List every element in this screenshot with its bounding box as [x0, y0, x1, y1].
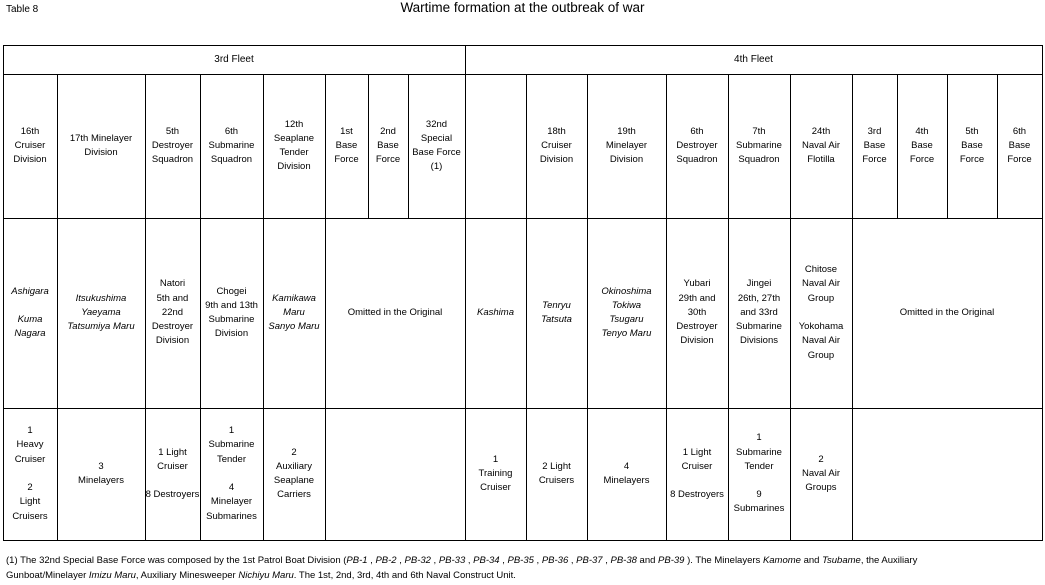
ships-text: Natori 5th and 22nd Destroyer Division — [151, 278, 194, 347]
unit-cell: 7th Submarine Squadron — [736, 125, 782, 166]
patrol-boat: PB-37 — [576, 555, 603, 566]
ships-text: Tenryu Tatsuta — [541, 299, 572, 325]
ships-cell-omitted — [852, 218, 1042, 408]
ships-cell — [666, 218, 728, 408]
minelayer-name: Tsubame — [822, 555, 861, 566]
footnote-text: and — [803, 555, 820, 566]
unit-cell: 18th Cruiser Division — [539, 125, 574, 166]
ships-cell — [728, 218, 790, 408]
ships-cell — [263, 218, 325, 408]
strength-cell: 3 Minelayers — [78, 460, 124, 486]
footnote-text: . The 1st, 2nd, 3rd, 4th and 6th Naval Construct Unit. — [293, 570, 516, 581]
unit-cell: 1st Base Force — [334, 125, 359, 166]
minesweeper-name: Nichiyu Maru — [238, 570, 294, 581]
ships-cell — [587, 218, 666, 408]
ships-text: Jingei 26th, 27th and 33rd Submarine Divisions — [736, 278, 782, 347]
fleet-header-4th: 4th Fleet — [734, 54, 773, 65]
unit-cell: 2nd Base Force — [375, 125, 401, 166]
unit-cell: 4th Base Force — [909, 125, 935, 166]
ships-cell — [57, 218, 145, 408]
unit-cell: 6th Base Force — [1007, 125, 1032, 166]
rule-strength — [325, 408, 326, 540]
unit-cell: 24th Naval Air Flotilla — [801, 125, 840, 166]
ships-text: Itsukushima Yaeyama Tatsumiya Maru — [67, 292, 135, 333]
patrol-boat: PB-35 — [507, 555, 534, 566]
minelayer-name: Kamome — [762, 555, 801, 566]
footnote-text: Gunboat/Minelayer — [6, 570, 87, 581]
ships-text: Chogei 9th and 13th Submarine Division — [205, 285, 258, 340]
patrol-boat: PB-33 — [438, 555, 466, 566]
unit-cell: 32nd Special Base Force (1) — [412, 118, 461, 173]
unit-cell: 3rd Base Force — [862, 125, 887, 166]
strength-cell: 1 Submarine Tender 4 Minelayer Submarines — [206, 425, 257, 522]
ships-text: Yubari 29th and 30th Destroyer Division — [676, 278, 718, 347]
unit-cell: 5th Base Force — [959, 125, 985, 166]
unit-cell: 6th Destroyer Squadron — [676, 125, 718, 166]
strength-cell: 2 Naval Air Groups — [801, 453, 840, 494]
ships-text: Omitted in the Original — [347, 306, 443, 318]
ships-cell — [145, 218, 200, 408]
strength-cell: 2 Auxiliary Seaplane Carriers — [273, 446, 315, 501]
fleet-header-3rd: 3rd Fleet — [214, 54, 254, 65]
unit-cell: 12th Seaplane Tender Division — [273, 118, 315, 173]
strength-cell: 1 Light Cruiser 8 Destroyers — [145, 446, 200, 501]
strength-cell: 1 Training Cruiser — [478, 453, 513, 494]
rule-right — [1042, 45, 1043, 541]
patrol-boat: PB-38 — [610, 555, 637, 566]
footnote-text: , Auxiliary Minesweeper — [135, 570, 236, 581]
ships-cell — [790, 218, 852, 408]
footnote-text: and — [639, 555, 656, 566]
patrol-boat: PB-2 — [375, 555, 397, 566]
footnote-text: ). The Minelayers — [687, 555, 761, 566]
ships-cell — [526, 218, 587, 408]
ships-cell — [465, 218, 526, 408]
ships-cell-omitted — [325, 218, 465, 408]
ships-text: Kashima — [477, 306, 514, 318]
patrol-boat: PB-32 — [404, 555, 431, 566]
patrol-boat: PB-39 — [658, 555, 685, 566]
rule-bottom — [3, 540, 1042, 541]
footnote-text: , the Auxiliary — [860, 555, 918, 566]
ships-cell — [3, 218, 57, 408]
patrol-boat: PB-1 — [346, 555, 368, 566]
ships-text: Okinoshima Tokiwa Tsugaru Tenyo Maru — [601, 285, 652, 340]
strength-cell: 1 Heavy Cruiser 2 Light Cruisers — [12, 425, 48, 522]
unit-cell: 19th Minelayer Division — [605, 125, 648, 166]
patrol-boat: PB-36 — [541, 555, 569, 566]
unit-cell: 6th Submarine Squadron — [208, 125, 255, 166]
strength-cell: 1 Submarine Tender 9 Submarines — [733, 432, 785, 515]
strength-cell: 2 Light Cruisers — [538, 460, 575, 486]
ships-text: Kamikawa Maru Sanyo Maru — [268, 292, 320, 333]
table-label: Table 8 — [6, 4, 39, 15]
strength-cell: 4 Minelayers — [603, 460, 650, 486]
footnote-text: (1) The 32nd Special Base Force was composed by the 1st Patrol Boat Division ( — [6, 555, 347, 566]
ships-text: Ashigara Kuma Nagara — [11, 285, 49, 340]
unit-cell: 5th Destroyer Squadron — [151, 125, 194, 166]
footnote: (1) The 32nd Special Base Force was composed by the 1st Patrol Boat Division (PB-1 , PB-2 , PB-32 , PB-33 , PB-34 , PB-35 , PB-36 , PB-37 , PB-38 and PB-39 ). The Minelayers Kamome and Tsubame, the Auxiliary Gunboat/Minelayer Imizu Maru, Auxiliary Minesweeper Nichiyu Maru. The 1st, 2nd, 3rd, 4th and 6th Naval Construct Unit. — [6, 555, 918, 581]
table-title: Wartime formation at the outbreak of war — [400, 0, 645, 15]
ships-cell — [200, 218, 263, 408]
rule-strength — [852, 408, 853, 540]
strength-cell: 1 Light Cruiser 8 Destroyers — [670, 446, 724, 501]
unit-cell: 17th Minelayer Division — [69, 132, 133, 158]
gunboat-name: Imizu Maru — [88, 570, 136, 581]
unit-cell: 16th Cruiser Division — [13, 125, 47, 166]
ships-text: Omitted in the Original — [899, 306, 995, 318]
patrol-boat: PB-34 — [473, 555, 500, 566]
ships-text: Chitose Naval Air Group Yokohama Naval Air Group — [798, 264, 844, 361]
